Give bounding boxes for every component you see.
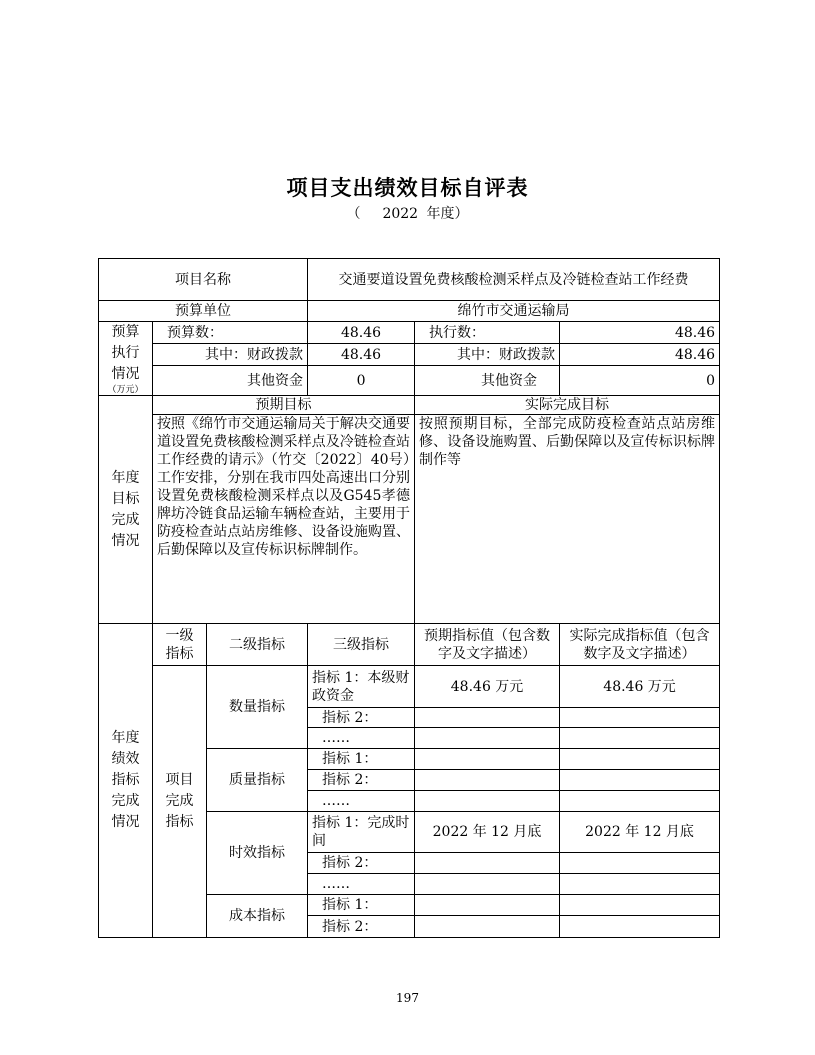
indicator-name: ……	[308, 728, 415, 749]
indicator-expected: 2022 年 12 月底	[415, 812, 560, 853]
col-expected: 预期指标值（包含数字及文字描述）	[415, 624, 560, 666]
indicator-name: 指标 1：完成时间	[308, 812, 415, 853]
indicator-expected	[415, 853, 560, 874]
level1-value	[153, 666, 207, 938]
performance-indicators-label	[99, 624, 153, 938]
indicator-expected	[415, 874, 560, 895]
project-name-value: 交通要道设置免费核酸检测采样点及冷链检查站工作经费	[308, 259, 720, 301]
indicator-name: ……	[308, 791, 415, 812]
indicator-name: 指标 1：本级财政资金	[308, 666, 415, 708]
actual-goal-header: 实际完成目标	[415, 396, 720, 415]
execution-amount-label: 执行数：	[415, 322, 560, 344]
indicator-expected	[415, 749, 560, 770]
indicator-expected	[415, 916, 560, 938]
year-close: 年度）	[426, 206, 469, 222]
other-funds-exec: 0	[560, 366, 720, 396]
level1-value-text: 项目完成指标	[165, 772, 194, 830]
year-line	[0, 203, 815, 223]
budget-unit-value: 绵竹市交通运输局	[308, 301, 720, 322]
indicator-actual	[560, 749, 720, 770]
indicator-actual: 2022 年 12 月底	[560, 812, 720, 853]
annual-goals-label	[99, 396, 153, 624]
level2-quantity: 数量指标	[207, 666, 308, 749]
fiscal-allocation-label: 其中：财政拨款	[153, 344, 308, 366]
indicator-actual	[560, 770, 720, 791]
indicator-expected	[415, 791, 560, 812]
other-funds-label: 其他资金	[153, 366, 308, 396]
page-number: 197	[396, 991, 419, 1005]
other-funds-exec-label: 其他资金	[415, 366, 560, 396]
fiscal-allocation-exec: 48.46	[560, 344, 720, 366]
budget-execution-label	[99, 322, 153, 396]
indicator-name: 指标 1：	[308, 749, 415, 770]
year-value: 2022	[382, 206, 419, 222]
level2-cost: 成本指标	[207, 895, 308, 938]
col-level3: 三级指标	[308, 624, 415, 666]
fiscal-allocation-exec-label: 其中：财政拨款	[415, 344, 560, 366]
indicator-name: 指标 2：	[308, 916, 415, 938]
indicator-actual	[560, 916, 720, 938]
indicator-actual	[560, 895, 720, 916]
indicator-name: 指标 1：	[308, 895, 415, 916]
budget-amount-label: 预算数：	[153, 322, 308, 344]
budget-execution-text: 预算执行情况	[111, 324, 140, 382]
indicator-expected	[415, 708, 560, 728]
indicator-expected	[415, 770, 560, 791]
evaluation-table	[98, 258, 720, 938]
col-level2: 二级指标	[207, 624, 308, 666]
indicator-name: 指标 2：	[308, 770, 415, 791]
indicator-expected	[415, 728, 560, 749]
indicator-actual: 48.46 万元	[560, 666, 720, 708]
expected-goal-text: 按照《绵竹市交通运输局关于解决交通要道设置免费核酸检测采样点及冷链检查站工作经费的请示》（竹交〔2022〕40号）工作安排，分别在我市四处高速出口分别设置免费核酸检测采样点以及G545孝德牌坊冷链食品运输车辆检查站，主要用于防疫检查站点站房维修、设备设施购置、后勤保障以及宣传标识标牌制作。	[153, 415, 415, 624]
budget-unit-label: 预算单位	[99, 301, 308, 322]
fiscal-allocation-budget: 48.46	[308, 344, 415, 366]
col-level1-text: 一级指标	[165, 627, 194, 662]
indicator-expected	[415, 895, 560, 916]
indicator-actual	[560, 728, 720, 749]
performance-indicators-text: 年度绩效指标完成情况	[111, 730, 140, 830]
indicator-expected: 48.46 万元	[415, 666, 560, 708]
budget-unit-note: （万元）	[107, 385, 144, 395]
annual-goals-text: 年度目标完成情况	[111, 469, 140, 549]
project-name-label: 项目名称	[99, 259, 308, 301]
budget-amount-value: 48.46	[308, 322, 415, 344]
level2-timeliness: 时效指标	[207, 812, 308, 895]
indicator-actual	[560, 853, 720, 874]
level2-quality: 质量指标	[207, 749, 308, 812]
actual-goal-text: 按照预期目标，全部完成防疫检查站点站房维修、设备设施购置、后勤保障以及宣传标识标牌制作等	[415, 415, 720, 624]
indicator-name: 指标 2：	[308, 708, 415, 728]
year-open: （	[346, 206, 361, 222]
col-actual: 实际完成指标值（包含数字及文字描述）	[560, 624, 720, 666]
expected-goal-header: 预期目标	[153, 396, 415, 415]
page-title: 项目支出绩效目标自评表	[286, 176, 529, 200]
indicator-name: 指标 2：	[308, 853, 415, 874]
indicator-name: ……	[308, 874, 415, 895]
other-funds-budget: 0	[308, 366, 415, 396]
indicator-actual	[560, 708, 720, 728]
indicator-actual	[560, 874, 720, 895]
execution-amount-value: 48.46	[560, 322, 720, 344]
col-level1	[153, 624, 207, 666]
indicator-actual	[560, 791, 720, 812]
